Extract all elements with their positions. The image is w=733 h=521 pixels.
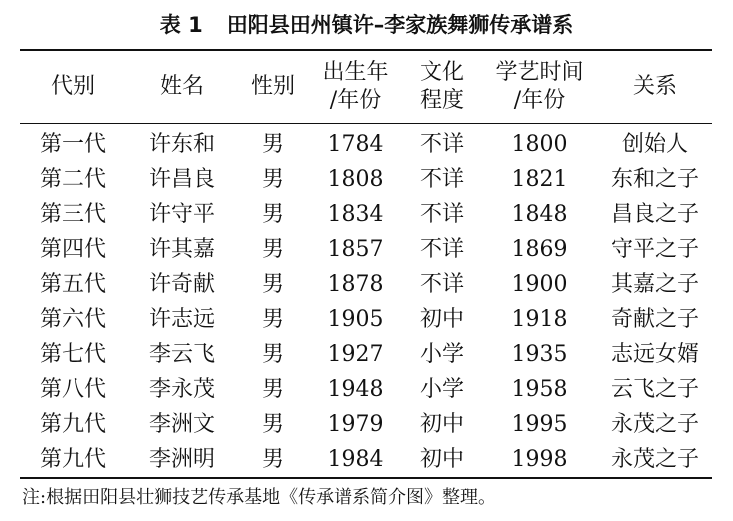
table-row <box>20 267 712 302</box>
gender-cell: 男 <box>261 342 284 367</box>
education-cell: 初中 <box>419 447 464 472</box>
generation-cell: 第九代 <box>39 412 106 437</box>
header-line: 姓名 <box>159 74 204 99</box>
header-gender <box>238 50 308 124</box>
apprentice-year-cell: 1800 <box>511 132 568 157</box>
relation-cell: 创始人 <box>621 132 688 157</box>
name-cell: 许东和 <box>148 132 215 157</box>
table-row <box>20 162 712 197</box>
gender-cell: 男 <box>261 237 284 262</box>
header-birth-year <box>308 50 403 124</box>
apprentice-year-cell: 1848 <box>511 202 568 227</box>
relation-cell: 永茂之子 <box>610 412 699 437</box>
birth-year-cell: 1905 <box>327 307 384 332</box>
table-footnote: 注:根据田阳县壮狮技艺传承基地《传承谱系简介图》整理。 <box>22 487 497 508</box>
header-line: 关系 <box>632 74 677 99</box>
apprentice-year-cell: 1900 <box>511 272 568 297</box>
apprentice-year-cell: 1998 <box>511 447 568 472</box>
education-cell: 不详 <box>419 167 464 192</box>
relation-cell: 永茂之子 <box>610 447 699 472</box>
education-cell: 小学 <box>419 377 464 402</box>
gender-cell: 男 <box>261 202 284 227</box>
table-row <box>20 337 712 372</box>
gender-cell: 男 <box>261 377 284 402</box>
birth-year-cell: 1834 <box>327 202 384 227</box>
education-cell: 初中 <box>419 307 464 332</box>
header-education <box>403 50 481 124</box>
apprentice-year-cell: 1995 <box>511 412 568 437</box>
name-cell: 李永茂 <box>148 377 215 402</box>
table-row <box>20 407 712 442</box>
generation-cell: 第六代 <box>39 307 106 332</box>
table-row <box>20 124 712 163</box>
birth-year-cell: 1927 <box>327 342 384 367</box>
apprentice-year-cell: 1821 <box>511 167 568 192</box>
birth-year-cell: 1784 <box>327 132 384 157</box>
name-cell: 许守平 <box>148 202 215 227</box>
table-caption <box>0 8 733 42</box>
relation-cell: 奇献之子 <box>610 307 699 332</box>
generation-cell: 第五代 <box>39 272 106 297</box>
birth-year-cell: 1979 <box>327 412 384 437</box>
relation-cell: 昌良之子 <box>610 202 699 227</box>
table-title: 田阳县田州镇许–李家族舞狮传承谱系 <box>226 13 574 37</box>
generation-cell: 第一代 <box>39 132 106 157</box>
gender-cell: 男 <box>261 272 284 297</box>
header-relation <box>598 50 712 124</box>
generation-cell: 第二代 <box>39 167 106 192</box>
name-cell: 李洲文 <box>148 412 215 437</box>
education-cell: 小学 <box>419 342 464 367</box>
header-line: /年份 <box>513 88 566 113</box>
apprentice-year-cell: 1958 <box>511 377 568 402</box>
table-number: 表 1 <box>159 13 203 37</box>
birth-year-cell: 1948 <box>327 377 384 402</box>
table-row <box>20 302 712 337</box>
header-row <box>20 50 712 124</box>
gender-cell: 男 <box>261 167 284 192</box>
birth-year-cell: 1808 <box>327 167 384 192</box>
table-body <box>20 124 712 479</box>
header-line: 性别 <box>250 74 295 99</box>
header-line: 程度 <box>419 88 464 113</box>
header-line: 学艺时间 <box>495 60 584 85</box>
header-apprentice-year <box>481 50 598 124</box>
table-row <box>20 197 712 232</box>
relation-cell: 守平之子 <box>610 237 699 262</box>
header-name <box>126 50 238 124</box>
education-cell: 不详 <box>419 202 464 227</box>
education-cell: 初中 <box>419 412 464 437</box>
generation-cell: 第七代 <box>39 342 106 367</box>
gender-cell: 男 <box>261 132 284 157</box>
birth-year-cell: 1878 <box>327 272 384 297</box>
relation-cell: 其嘉之子 <box>610 272 699 297</box>
generation-cell: 第三代 <box>39 202 106 227</box>
apprentice-year-cell: 1869 <box>511 237 568 262</box>
education-cell: 不详 <box>419 132 464 157</box>
header-line: /年份 <box>329 88 382 113</box>
generation-cell: 第四代 <box>39 237 106 262</box>
relation-cell: 志远女婿 <box>610 342 699 367</box>
relation-cell: 东和之子 <box>610 167 699 192</box>
header-line: 出生年 <box>322 60 389 85</box>
birth-year-cell: 1857 <box>327 237 384 262</box>
apprentice-year-cell: 1918 <box>511 307 568 332</box>
table-row <box>20 442 712 478</box>
name-cell: 许其嘉 <box>148 237 215 262</box>
apprentice-year-cell: 1935 <box>511 342 568 367</box>
header-line: 文化 <box>419 60 464 85</box>
lineage-table <box>20 49 712 479</box>
gender-cell: 男 <box>261 447 284 472</box>
birth-year-cell: 1984 <box>327 447 384 472</box>
table-header <box>20 50 712 124</box>
name-cell: 许昌良 <box>148 167 215 192</box>
header-generation <box>20 50 126 124</box>
name-cell: 李洲明 <box>148 447 215 472</box>
header-line: 代别 <box>50 74 95 99</box>
relation-cell: 云飞之子 <box>610 377 699 402</box>
generation-cell: 第八代 <box>39 377 106 402</box>
table-row <box>20 372 712 407</box>
generation-cell: 第九代 <box>39 447 106 472</box>
table-row <box>20 232 712 267</box>
name-cell: 许志远 <box>148 307 215 332</box>
education-cell: 不详 <box>419 237 464 262</box>
education-cell: 不详 <box>419 272 464 297</box>
gender-cell: 男 <box>261 412 284 437</box>
name-cell: 许奇献 <box>148 272 215 297</box>
name-cell: 李云飞 <box>148 342 215 367</box>
gender-cell: 男 <box>261 307 284 332</box>
